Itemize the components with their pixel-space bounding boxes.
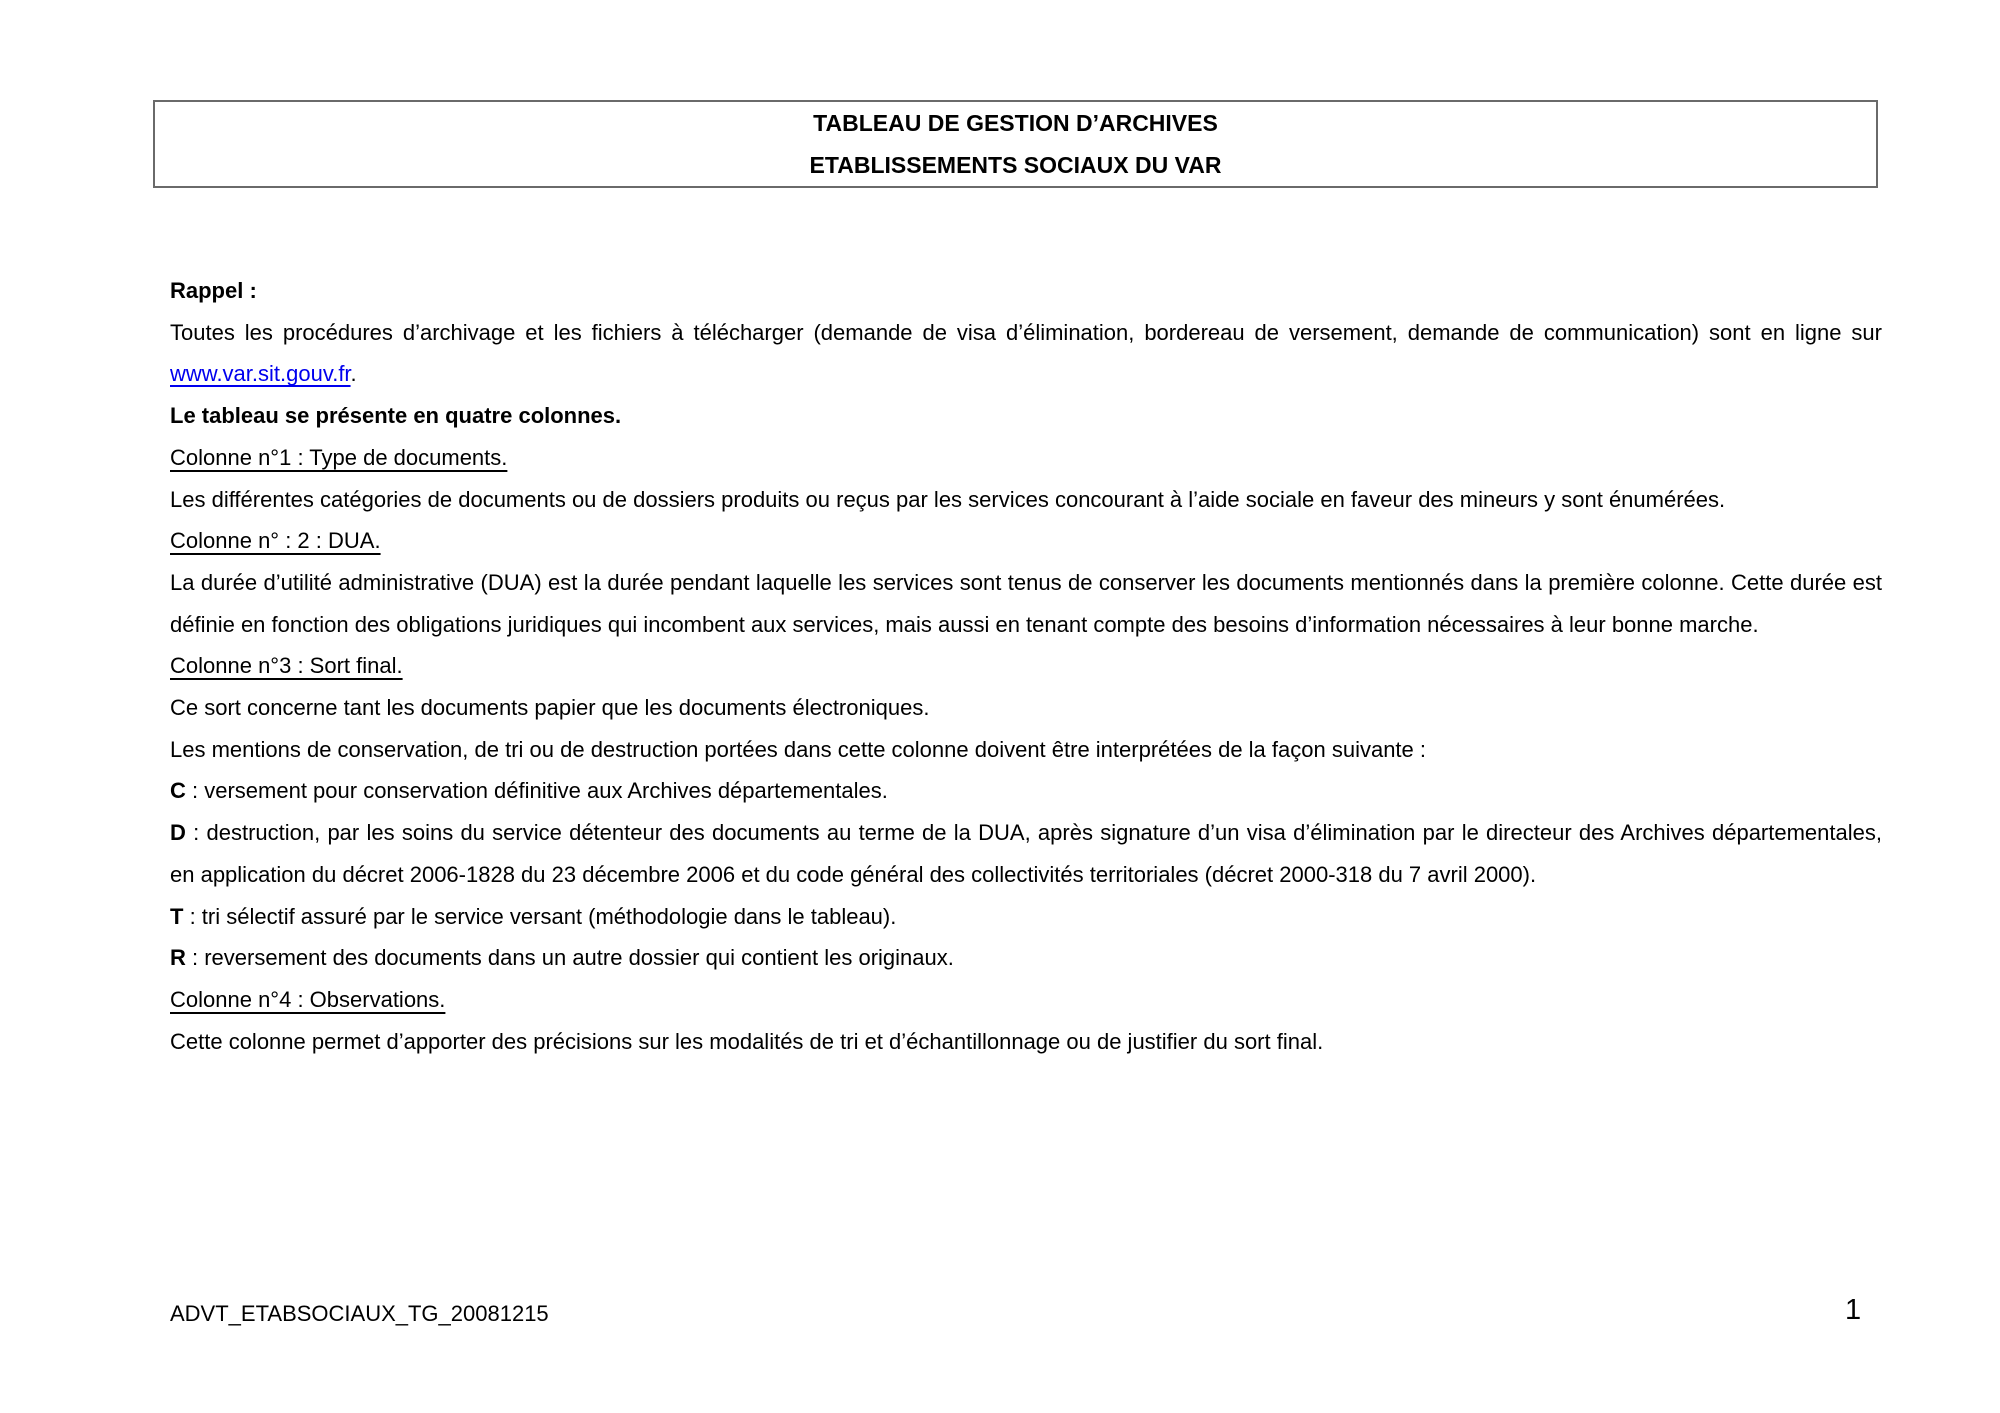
code-letter-r: R [170, 945, 186, 971]
code-letter-c: C [170, 778, 186, 804]
column4-heading-text: Colonne n°4 : Observations. [170, 986, 446, 1012]
website-link[interactable]: www.var.sit.gouv.fr [170, 361, 351, 387]
code-text-t: : tri sélectif assuré par le service versant (méthodologie dans le tableau). [183, 903, 897, 929]
footer-page-number: 1 [1845, 1294, 1862, 1326]
column3-paragraph-1: Ce sort concerne tant les documents papier que les documents électroniques. [170, 695, 930, 721]
code-definition-c [170, 770, 1882, 812]
document-body [170, 270, 1882, 1062]
code-letter-d: D [170, 820, 186, 846]
column4-heading [170, 979, 1882, 1021]
column3-heading-text: Colonne n°3 : Sort final. [170, 653, 403, 679]
code-text-d: : destruction, par les soins du service détenteur des documents au terme de la DUA, après signature d’un visa d’élimination par le directeur des Archives départementales, en application du décret 2006-1828 du 23 décembre 2006 et du code général des collectivités territoriales (décret 2000-318 du 7 avril 2000). [170, 820, 1882, 887]
code-letter-t: T [170, 903, 184, 929]
document-title-box [153, 100, 1878, 188]
document-title-line2: ETABLISSEMENTS SOCIAUX DU VAR [809, 152, 1222, 178]
table-intro-heading: Le tableau se présente en quatre colonnes. [170, 403, 622, 429]
column2-heading-text: Colonne n° : 2 : DUA. [170, 528, 381, 554]
column4-paragraph: Cette colonne permet d’apporter des précisions sur les modalités de tri et d’échantillonnage ou de justifier du sort final. [170, 1028, 1324, 1054]
footer-document-reference: ADVT_ETABSOCIAUX_TG_20081215 [170, 1301, 549, 1326]
code-definition-d [170, 812, 1882, 895]
column1-heading-text: Colonne n°1 : Type de documents. [170, 444, 508, 470]
column2-heading [170, 520, 1882, 562]
column2-paragraph: La durée d’utilité administrative (DUA) est la durée pendant laquelle les services sont tenus de conserver les documents mentionnés dans la première colonne. Cette durée est définie en fonction des obligations juridiques qui incombent aux services, mais aussi en tenant compte des besoins d’information nécessaires à leur bonne marche. [170, 569, 1882, 637]
rappel-text: Toutes les procédures d’archivage et les fichiers à télécharger (demande de visa d’élimination, bordereau de versement, demande de communication) sont en ligne sur [170, 319, 1882, 345]
code-text-r: : reversement des documents dans un autre dossier qui contient les originaux. [185, 945, 954, 971]
code-definition-r [170, 937, 1882, 979]
column1-heading [170, 437, 1882, 479]
document-title-line1: TABLEAU DE GESTION D’ARCHIVES [813, 110, 1218, 136]
code-definition-t [170, 896, 1882, 938]
column1-paragraph: Les différentes catégories de documents ou de dossiers produits ou reçus par les services concourant à l’aide sociale en faveur des mineurs y sont énumérées. [170, 486, 1726, 512]
column3-paragraph-2: Les mentions de conservation, de tri ou de destruction portées dans cette colonne doivent être interprétées de la façon suivante : [170, 736, 1426, 762]
column3-heading [170, 645, 1882, 687]
rappel-paragraph [170, 312, 1882, 395]
code-text-c: : versement pour conservation définitive aux Archives départementales. [185, 778, 888, 804]
rappel-heading: Rappel : [170, 278, 257, 303]
rappel-text-end: . [350, 361, 357, 387]
